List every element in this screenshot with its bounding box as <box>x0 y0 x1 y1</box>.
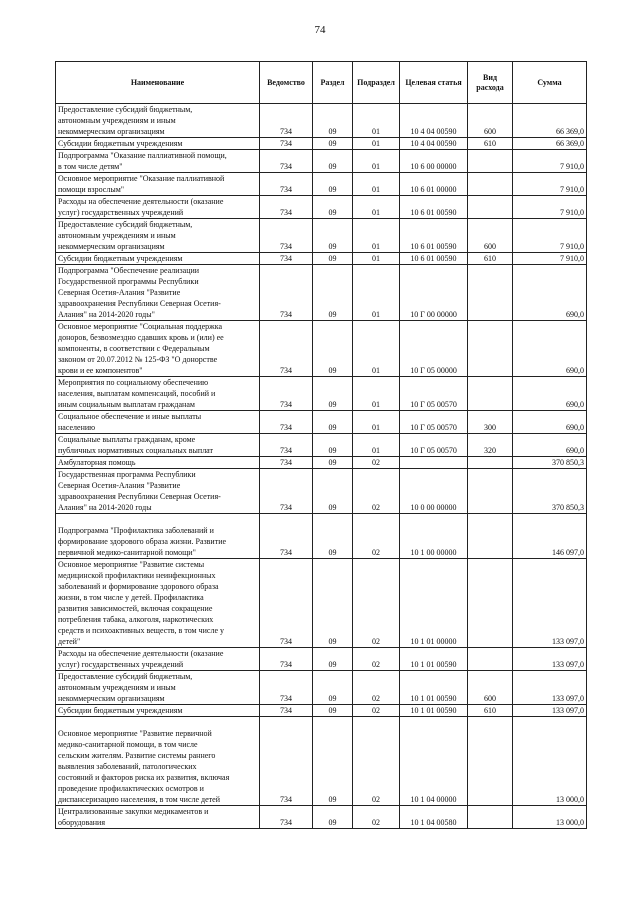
cell-target: 10 4 04 00590 <box>400 104 468 138</box>
cell-type <box>468 196 513 219</box>
table-row <box>56 265 587 321</box>
cell-type <box>468 150 513 173</box>
cell-name: Расходы на обеспечение деятельности (оказание услуг) государственных учреждений <box>56 648 260 671</box>
cell-section: 09 <box>313 806 353 829</box>
cell-sum: 370 850,3 <box>513 457 587 469</box>
cell-sum: 7 910,0 <box>513 253 587 265</box>
cell-dept: 734 <box>260 559 313 648</box>
cell-target: 10 Г 05 00570 <box>400 411 468 434</box>
cell-type: 600 <box>468 104 513 138</box>
cell-section: 09 <box>313 321 353 377</box>
table-row <box>56 717 587 806</box>
cell-type: 610 <box>468 253 513 265</box>
cell-type: 320 <box>468 434 513 457</box>
cell-dept: 734 <box>260 138 313 150</box>
cell-dept: 734 <box>260 253 313 265</box>
table-row <box>56 138 587 150</box>
cell-type <box>468 648 513 671</box>
table-row <box>56 219 587 253</box>
header-subsection: Подраздел <box>353 62 400 104</box>
cell-dept: 734 <box>260 219 313 253</box>
cell-type <box>468 469 513 514</box>
cell-name: Подпрограмма "Обеспечение реализации Государственной программы Республики Северная Осетия-Алания "Развитие здравоохранения Республики Северная Осетия- Алания" на 2014-2020 годы" <box>56 265 260 321</box>
header-section: Раздел <box>313 62 353 104</box>
cell-name: Субсидии бюджетным учреждениям <box>56 253 260 265</box>
header-dept: Ведомство <box>260 62 313 104</box>
cell-target: 10 Г 00 00000 <box>400 265 468 321</box>
table-row <box>56 559 587 648</box>
cell-dept: 734 <box>260 434 313 457</box>
cell-section: 09 <box>313 559 353 648</box>
table-row <box>56 671 587 705</box>
cell-target: 10 Г 05 00570 <box>400 377 468 411</box>
cell-type <box>468 173 513 196</box>
cell-type <box>468 265 513 321</box>
cell-dept: 734 <box>260 411 313 434</box>
cell-dept: 734 <box>260 196 313 219</box>
cell-section: 09 <box>313 138 353 150</box>
header-name: Наименование <box>56 62 260 104</box>
cell-target: 10 1 01 00590 <box>400 648 468 671</box>
cell-type <box>468 806 513 829</box>
cell-section: 09 <box>313 717 353 806</box>
cell-name: Основное мероприятие "Развитие системы медицинской профилактики неинфекционных заболеваний и формирование здорового образа жизни, в том числе у детей. Профилактика развития зависимостей, включая сокращение потребления табака, алкоголя, наркотических средств и психоактивных веществ, в том числе у детей" <box>56 559 260 648</box>
cell-subsection: 01 <box>353 253 400 265</box>
cell-name: Мероприятия по социальному обеспечению населения, выплатам компенсаций, пособий и иным социальным выплатам гражданам <box>56 377 260 411</box>
cell-name: Предоставление субсидий бюджетным, автономным учреждениям и иным некоммерческим организациям <box>56 104 260 138</box>
cell-target: 10 1 04 00580 <box>400 806 468 829</box>
cell-type: 610 <box>468 138 513 150</box>
table-row <box>56 648 587 671</box>
cell-target: 10 6 01 00590 <box>400 219 468 253</box>
cell-sum: 133 097,0 <box>513 648 587 671</box>
cell-type: 610 <box>468 705 513 717</box>
cell-name: Субсидии бюджетным учреждениям <box>56 138 260 150</box>
cell-name: Подпрограмма "Оказание паллиативной помощи, в том числе детям" <box>56 150 260 173</box>
cell-section: 09 <box>313 104 353 138</box>
cell-subsection: 01 <box>353 321 400 377</box>
cell-subsection: 01 <box>353 196 400 219</box>
cell-section: 09 <box>313 514 353 559</box>
cell-subsection: 02 <box>353 671 400 705</box>
cell-sum: 7 910,0 <box>513 173 587 196</box>
cell-dept: 734 <box>260 514 313 559</box>
page-number: 74 <box>314 24 326 36</box>
cell-subsection: 01 <box>353 219 400 253</box>
table-row <box>56 457 587 469</box>
cell-dept: 734 <box>260 104 313 138</box>
table-row <box>56 321 587 377</box>
cell-target: 10 Г 05 00000 <box>400 321 468 377</box>
table-row <box>56 514 587 559</box>
cell-sum: 690,0 <box>513 411 587 434</box>
cell-sum: 690,0 <box>513 377 587 411</box>
cell-section: 09 <box>313 265 353 321</box>
cell-type: 600 <box>468 219 513 253</box>
cell-type <box>468 321 513 377</box>
cell-dept: 734 <box>260 469 313 514</box>
cell-subsection: 02 <box>353 806 400 829</box>
cell-subsection: 02 <box>353 514 400 559</box>
cell-type: 600 <box>468 671 513 705</box>
cell-dept: 734 <box>260 717 313 806</box>
cell-name: Государственная программа Республики Северная Осетия-Алания "Развитие здравоохранения Республики Северная Осетия- Алания" на 2014-2020 годы <box>56 469 260 514</box>
cell-target <box>400 457 468 469</box>
cell-section: 09 <box>313 434 353 457</box>
cell-name: Амбулаторная помощь <box>56 457 260 469</box>
cell-name: Подпрограмма "Профилактика заболеваний и формирование здорового образа жизни. Развитие первичной медико-санитарной помощи" <box>56 514 260 559</box>
cell-sum: 690,0 <box>513 434 587 457</box>
cell-target: 10 6 01 00000 <box>400 173 468 196</box>
cell-sum: 66 369,0 <box>513 138 587 150</box>
cell-sum: 7 910,0 <box>513 196 587 219</box>
header-type: Вид расхода <box>468 62 513 104</box>
cell-name: Основное мероприятие "Социальная поддержка доноров, безвозмездно сдавших кровь и (или) ее компоненты, в соответствии с Федеральным законом от 20.07.2012 № 125-ФЗ "О донорстве крови и ее компонентов" <box>56 321 260 377</box>
table-row <box>56 196 587 219</box>
cell-sum: 133 097,0 <box>513 559 587 648</box>
cell-subsection: 01 <box>353 104 400 138</box>
cell-dept: 734 <box>260 150 313 173</box>
table-row <box>56 253 587 265</box>
cell-dept: 734 <box>260 173 313 196</box>
header-sum: Сумма <box>513 62 587 104</box>
cell-subsection: 01 <box>353 173 400 196</box>
cell-target: 10 1 01 00590 <box>400 705 468 717</box>
cell-name: Социальные выплаты гражданам, кроме публичных нормативных социальных выплат <box>56 434 260 457</box>
cell-section: 09 <box>313 469 353 514</box>
cell-subsection: 01 <box>353 265 400 321</box>
table-row <box>56 173 587 196</box>
cell-dept: 734 <box>260 648 313 671</box>
table-row <box>56 806 587 829</box>
cell-dept: 734 <box>260 321 313 377</box>
cell-target: 10 6 00 00000 <box>400 150 468 173</box>
cell-type <box>468 457 513 469</box>
cell-subsection: 01 <box>353 150 400 173</box>
cell-name: Социальное обеспечение и иные выплаты населению <box>56 411 260 434</box>
cell-sum: 133 097,0 <box>513 705 587 717</box>
table-row <box>56 104 587 138</box>
cell-dept: 734 <box>260 457 313 469</box>
cell-subsection: 02 <box>353 648 400 671</box>
header-target: Целевая статья <box>400 62 468 104</box>
cell-section: 09 <box>313 457 353 469</box>
cell-subsection: 01 <box>353 434 400 457</box>
cell-target: 10 1 00 00000 <box>400 514 468 559</box>
cell-subsection: 01 <box>353 138 400 150</box>
table-row <box>56 705 587 717</box>
cell-subsection: 02 <box>353 705 400 717</box>
cell-sum: 66 369,0 <box>513 104 587 138</box>
cell-subsection: 02 <box>353 469 400 514</box>
cell-sum: 690,0 <box>513 321 587 377</box>
cell-target: 10 6 01 00590 <box>400 196 468 219</box>
cell-type <box>468 559 513 648</box>
cell-dept: 734 <box>260 265 313 321</box>
cell-name: Основное мероприятие "Развитие первичной медико-санитарной помощи, в том числе сельским жителям. Развитие системы раннего выявления заболеваний, патологических состояний и факторов риска их развития, включая проведение профилактических осмотров и диспансеризацию населения, в том числе детей <box>56 717 260 806</box>
cell-section: 09 <box>313 173 353 196</box>
cell-target: 10 4 04 00590 <box>400 138 468 150</box>
cell-name: Расходы на обеспечение деятельности (оказание услуг) государственных учреждений <box>56 196 260 219</box>
cell-sum: 690,0 <box>513 265 587 321</box>
cell-dept: 734 <box>260 806 313 829</box>
table-row <box>56 434 587 457</box>
budget-table <box>55 61 587 829</box>
cell-section: 09 <box>313 196 353 219</box>
cell-section: 09 <box>313 705 353 717</box>
cell-section: 09 <box>313 377 353 411</box>
table-body <box>56 104 587 829</box>
table-header-row <box>56 62 587 104</box>
cell-sum: 7 910,0 <box>513 219 587 253</box>
cell-type <box>468 377 513 411</box>
cell-name: Предоставление субсидий бюджетным, автономным учреждениям и иным некоммерческим организациям <box>56 219 260 253</box>
cell-target: 10 0 00 00000 <box>400 469 468 514</box>
cell-subsection: 02 <box>353 457 400 469</box>
cell-dept: 734 <box>260 671 313 705</box>
cell-subsection: 01 <box>353 377 400 411</box>
cell-section: 09 <box>313 648 353 671</box>
cell-target: 10 Г 05 00570 <box>400 434 468 457</box>
cell-target: 10 1 01 00590 <box>400 671 468 705</box>
cell-name: Основное мероприятие "Оказание паллиативной помощи взрослым" <box>56 173 260 196</box>
cell-dept: 734 <box>260 377 313 411</box>
cell-target: 10 6 01 00590 <box>400 253 468 265</box>
cell-name: Централизованные закупки медикаментов и оборудования <box>56 806 260 829</box>
cell-sum: 133 097,0 <box>513 671 587 705</box>
cell-section: 09 <box>313 150 353 173</box>
cell-sum: 7 910,0 <box>513 150 587 173</box>
cell-type: 300 <box>468 411 513 434</box>
cell-type <box>468 514 513 559</box>
cell-subsection: 01 <box>353 411 400 434</box>
cell-dept: 734 <box>260 705 313 717</box>
cell-sum: 146 097,0 <box>513 514 587 559</box>
cell-sum: 13 000,0 <box>513 806 587 829</box>
cell-sum: 370 850,3 <box>513 469 587 514</box>
cell-section: 09 <box>313 411 353 434</box>
cell-subsection: 02 <box>353 717 400 806</box>
cell-name: Предоставление субсидий бюджетным, автономным учреждениям и иным некоммерческим организациям <box>56 671 260 705</box>
cell-target: 10 1 01 00000 <box>400 559 468 648</box>
table-row <box>56 377 587 411</box>
cell-type <box>468 717 513 806</box>
cell-section: 09 <box>313 219 353 253</box>
cell-name: Субсидии бюджетным учреждениям <box>56 705 260 717</box>
table-row <box>56 411 587 434</box>
cell-target: 10 1 04 00000 <box>400 717 468 806</box>
table-row <box>56 469 587 514</box>
cell-subsection: 02 <box>353 559 400 648</box>
table-row <box>56 150 587 173</box>
cell-section: 09 <box>313 671 353 705</box>
cell-sum: 13 000,0 <box>513 717 587 806</box>
cell-section: 09 <box>313 253 353 265</box>
